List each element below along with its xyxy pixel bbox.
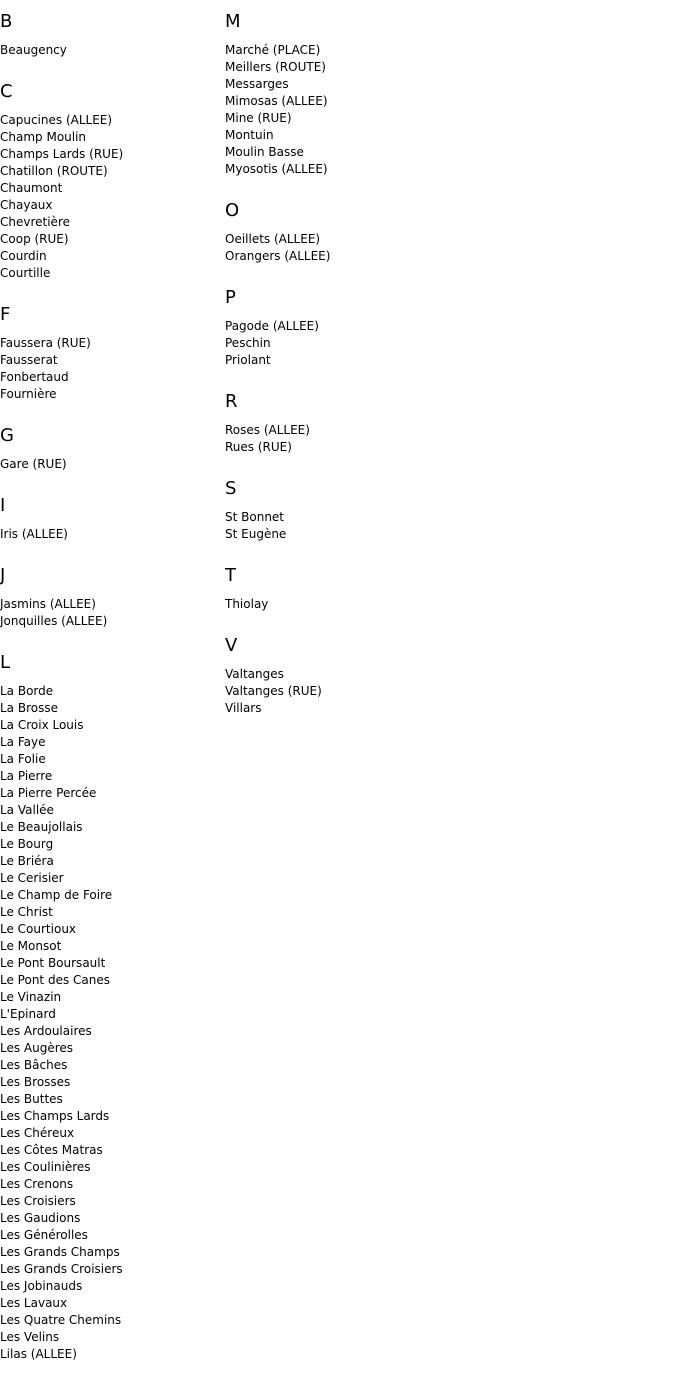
street-name: Les Crenons (0, 1177, 74, 1191)
street-list (0, 683, 220, 1363)
street-name: L'Epinard (0, 1007, 56, 1021)
street-name: Le Pont des Canes (0, 973, 110, 987)
street-name: Marché (PLACE) (225, 43, 321, 57)
letter-heading: M (225, 11, 241, 32)
street-name: Valtanges (RUE) (225, 684, 322, 698)
street-name: La Faye (0, 735, 46, 749)
letter-heading: C (0, 81, 13, 102)
letter-section (225, 201, 525, 265)
street-name: Coop (RUE) (0, 232, 69, 246)
street-name: Mine (RUE) (225, 111, 292, 125)
street-name: Les Jobinauds (0, 1279, 83, 1293)
street-name: La Borde (0, 684, 54, 698)
street-name: Chayaux (0, 198, 53, 212)
street-name: Orangers (ALLEE) (225, 249, 331, 263)
street-name: Moulin Basse (225, 145, 304, 159)
street-name: Beaugency (0, 43, 67, 57)
street-name: Capucines (ALLEE) (0, 113, 113, 127)
street-name: Faussera (RUE) (0, 336, 91, 350)
letter-section (0, 82, 220, 282)
street-name: Les Quatre Chemins (0, 1313, 122, 1327)
street-name: Les Lavaux (0, 1296, 68, 1310)
street-name: Le Bourg (0, 837, 54, 851)
street-list (225, 422, 525, 456)
street-name: Les Velins (0, 1330, 60, 1344)
street-name: Champ Moulin (0, 130, 87, 144)
letter-heading: R (225, 391, 238, 412)
letter-section (225, 288, 525, 369)
street-name: Le Briéra (0, 854, 54, 868)
letter-section (225, 479, 525, 543)
street-name: La Pierre (0, 769, 53, 783)
letter-heading: G (0, 425, 14, 446)
street-name: Mimosas (ALLEE) (225, 94, 328, 108)
street-name: Valtanges (225, 667, 284, 681)
street-name: Villars (225, 701, 262, 715)
street-name: St Bonnet (225, 510, 285, 524)
street-name: Champs Lards (RUE) (0, 147, 124, 161)
street-name: Le Courtioux (0, 922, 77, 936)
street-name: Courtille (0, 266, 51, 280)
letter-heading: T (225, 565, 236, 586)
street-name: Les Augères (0, 1041, 74, 1055)
street-name: Montuin (225, 128, 274, 142)
street-name: Oeillets (ALLEE) (225, 232, 321, 246)
street-list (225, 318, 525, 369)
street-list (0, 526, 220, 543)
street-name: Jasmins (ALLEE) (0, 597, 96, 611)
street-list (0, 456, 220, 473)
letter-section (0, 566, 220, 630)
street-name: Courdin (0, 249, 47, 263)
street-name: Les Champs Lards (0, 1109, 110, 1123)
street-name: Les Brosses (0, 1075, 71, 1089)
street-list (0, 42, 220, 59)
street-name: Les Bâches (0, 1058, 68, 1072)
street-name: Iris (ALLEE) (0, 527, 68, 541)
street-name: Priolant (225, 353, 271, 367)
street-name: Lilas (ALLEE) (0, 1347, 77, 1361)
street-list (225, 509, 525, 543)
street-name: Fausserat (0, 353, 58, 367)
letter-heading: P (225, 287, 236, 308)
street-list (225, 231, 525, 265)
letter-section (0, 653, 220, 1363)
street-name: Les Gaudions (0, 1211, 81, 1225)
street-name: Fonbertaud (0, 370, 69, 384)
street-name: Fournière (0, 387, 57, 401)
street-name: Le Monsot (0, 939, 62, 953)
letter-heading: B (0, 11, 13, 32)
letter-section (0, 12, 220, 59)
street-name: Les Coulinières (0, 1160, 91, 1174)
street-name: Le Pont Boursault (0, 956, 106, 970)
street-name: Messarges (225, 77, 289, 91)
letter-section (225, 12, 525, 178)
street-name: Peschin (225, 336, 271, 350)
letter-section (225, 566, 525, 613)
street-name: La Vallée (0, 803, 54, 817)
letter-section (0, 426, 220, 473)
street-name: Gare (RUE) (0, 457, 67, 471)
letter-heading: O (225, 200, 240, 221)
street-name: Pagode (ALLEE) (225, 319, 319, 333)
letter-section (0, 496, 220, 543)
street-index-left-column (0, 12, 220, 1386)
street-name: Les Côtes Matras (0, 1143, 103, 1157)
street-name: Meillers (ROUTE) (225, 60, 326, 74)
street-name: Les Buttes (0, 1092, 63, 1106)
street-list (225, 596, 525, 613)
letter-heading: S (225, 478, 237, 499)
street-name: La Folie (0, 752, 46, 766)
letter-section (225, 392, 525, 456)
street-name: Myosotis (ALLEE) (225, 162, 328, 176)
street-name: Chaumont (0, 181, 63, 195)
street-name: La Brosse (0, 701, 58, 715)
street-name: Rues (RUE) (225, 440, 292, 454)
street-name: Le Vinazin (0, 990, 62, 1004)
letter-heading: J (0, 565, 6, 586)
street-name: Les Générolles (0, 1228, 88, 1242)
street-name: St Eugène (225, 527, 287, 541)
letter-heading: V (225, 635, 238, 656)
street-name: Thiolay (225, 597, 269, 611)
street-name: Les Grands Croisiers (0, 1262, 123, 1276)
letter-section (225, 636, 525, 717)
street-name: Les Grands Champs (0, 1245, 120, 1259)
street-list (225, 666, 525, 717)
street-name: Chatillon (ROUTE) (0, 164, 108, 178)
street-name: Chevretière (0, 215, 70, 229)
street-list (0, 112, 220, 282)
street-list (0, 596, 220, 630)
street-name: Le Beaujollais (0, 820, 83, 834)
street-name: Jonquilles (ALLEE) (0, 614, 108, 628)
street-list (225, 42, 525, 178)
street-name: Roses (ALLEE) (225, 423, 310, 437)
street-index-right-column (225, 12, 525, 740)
street-list (0, 335, 220, 403)
street-name: Le Champ de Foire (0, 888, 113, 902)
letter-section (0, 305, 220, 403)
street-name: La Pierre Percée (0, 786, 97, 800)
street-name: Les Ardoulaires (0, 1024, 92, 1038)
street-name: Les Croisiers (0, 1194, 76, 1208)
letter-heading: L (0, 652, 11, 673)
street-name: Le Christ (0, 905, 53, 919)
street-name: La Croix Louis (0, 718, 84, 732)
letter-heading: I (0, 495, 6, 516)
letter-heading: F (0, 304, 11, 325)
street-name: Les Chéreux (0, 1126, 75, 1140)
street-name: Le Cerisier (0, 871, 64, 885)
